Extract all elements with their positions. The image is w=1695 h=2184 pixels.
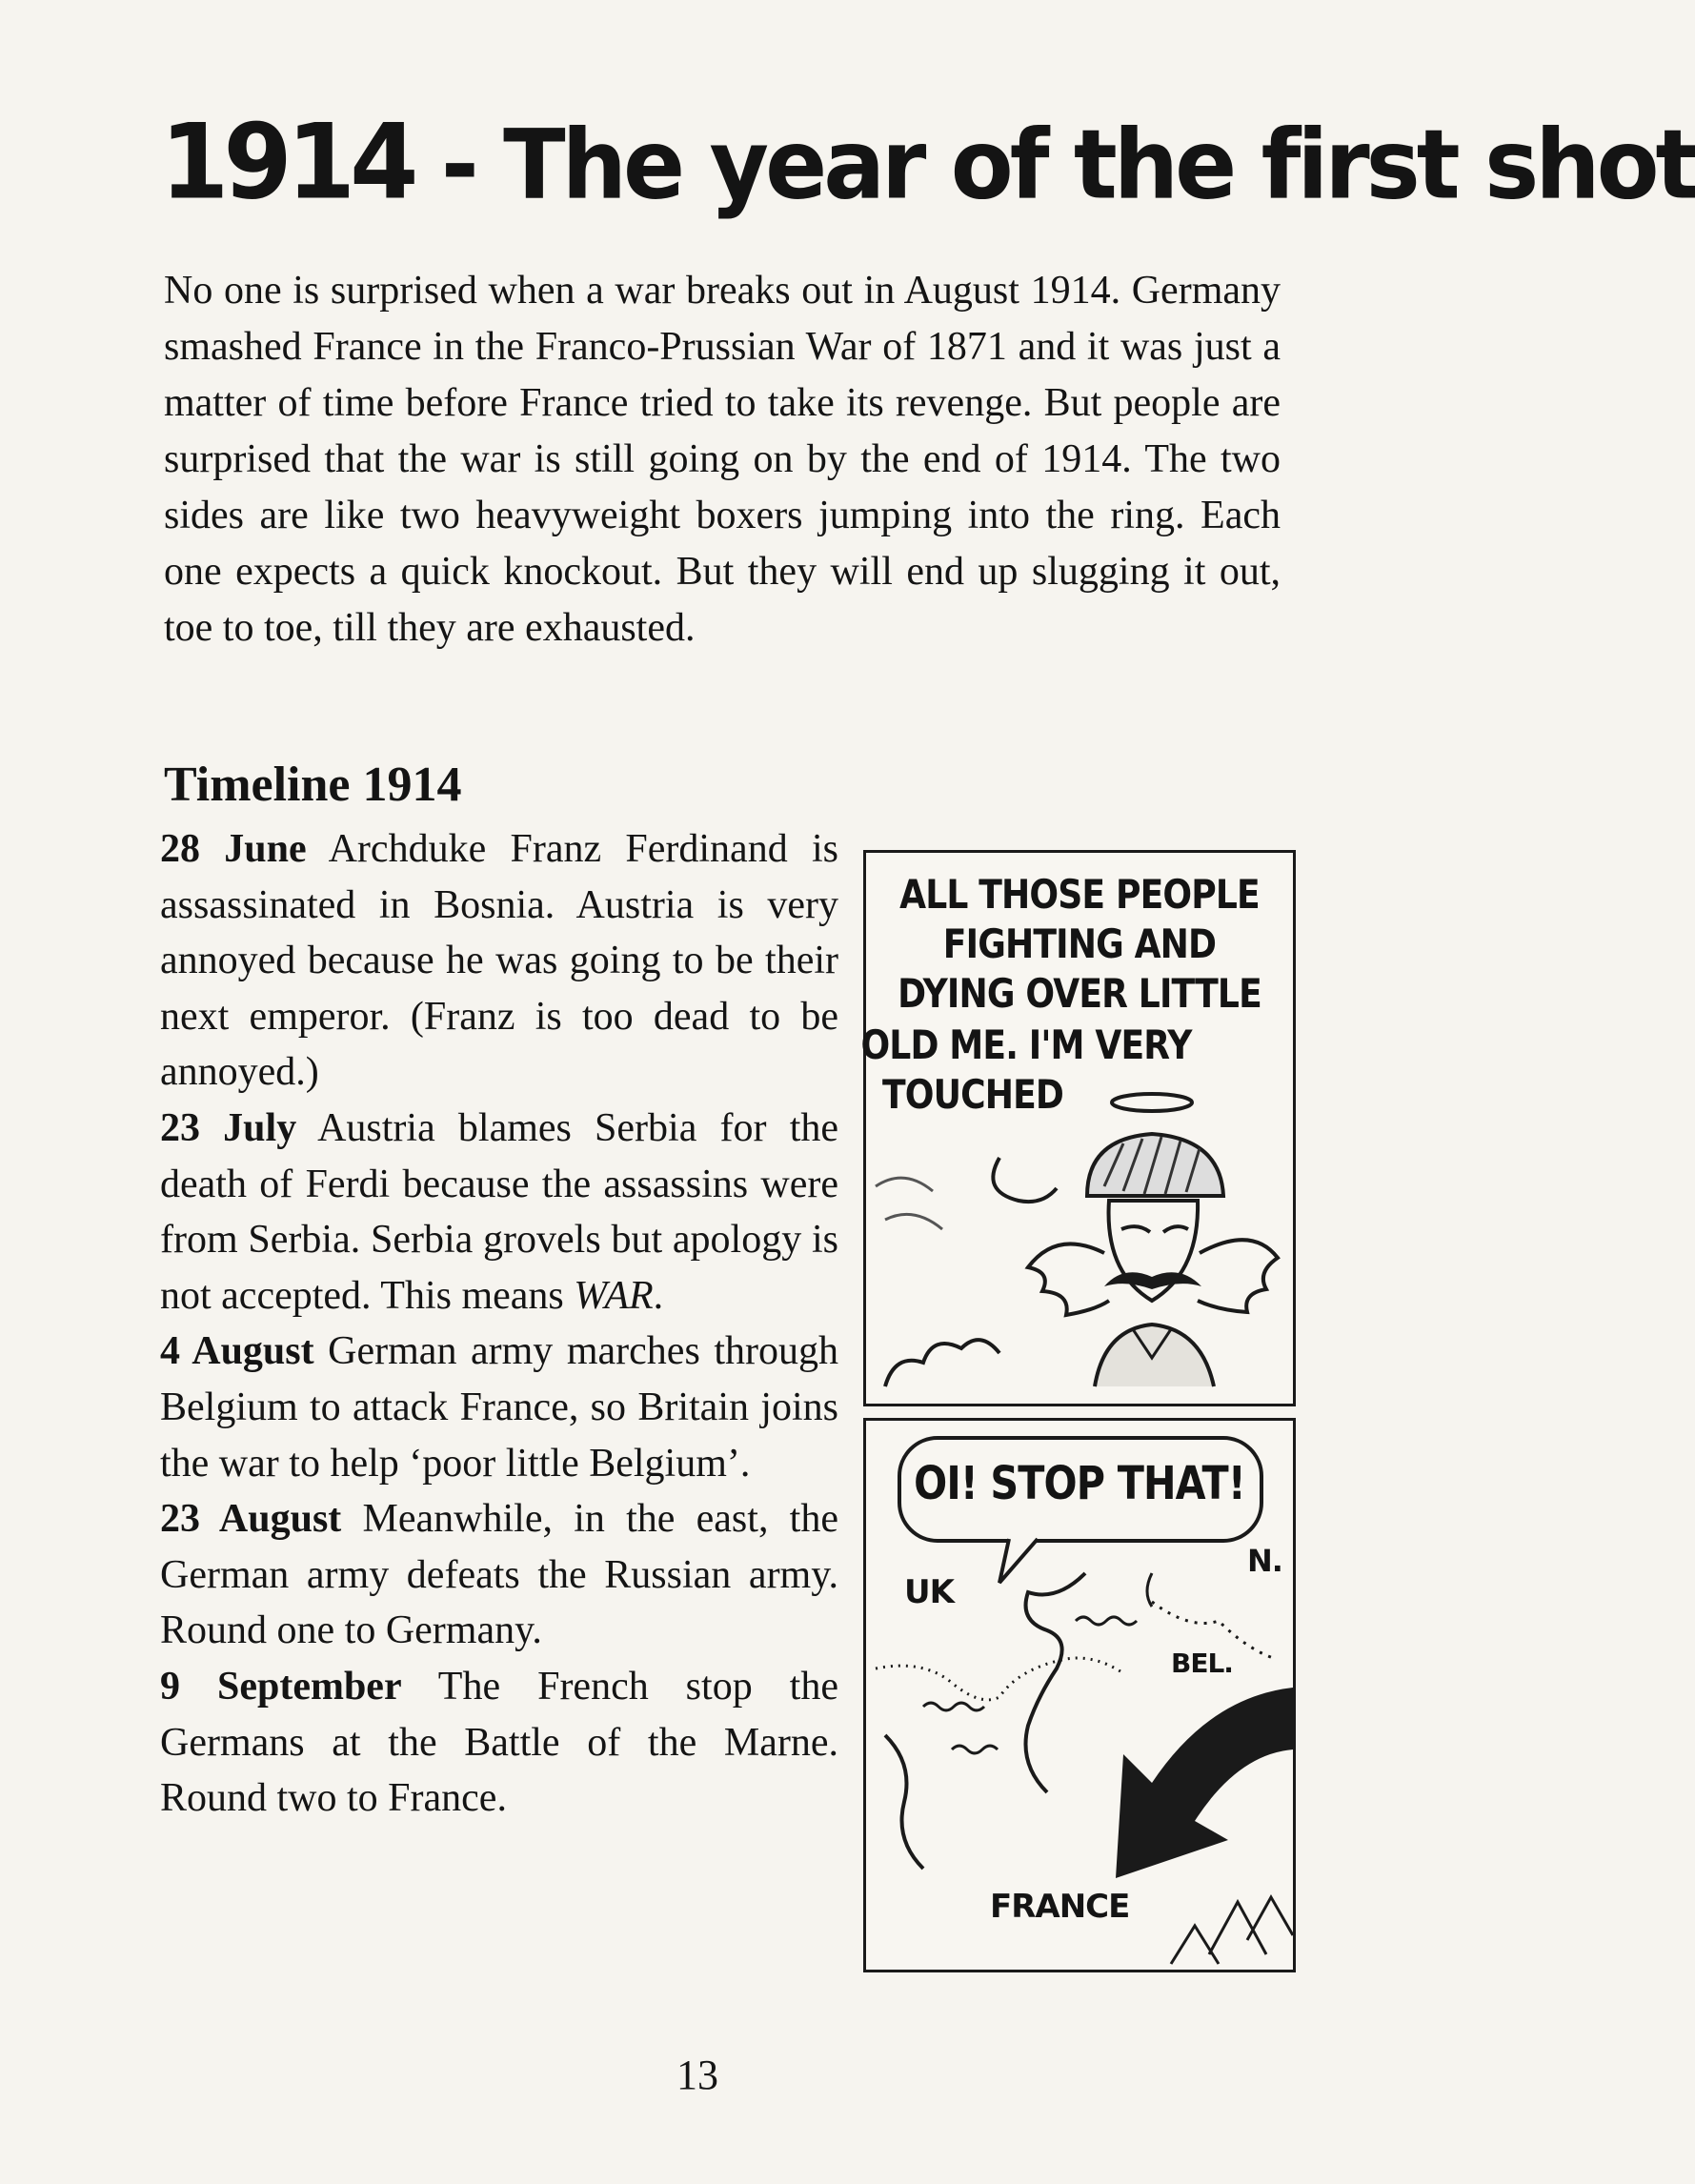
map-label-bel: BEL. (1171, 1648, 1233, 1679)
speech-line: OLD ME. I'M VERY (860, 1021, 1192, 1068)
page-number: 13 (676, 2052, 718, 2098)
timeline-list (160, 821, 838, 1827)
entry-date: 4 August (160, 1329, 314, 1374)
entry-emphasis: WAR (574, 1273, 654, 1318)
timeline-entry (160, 821, 838, 1101)
cloud-icon (885, 1340, 999, 1386)
speech-line: ALL THOSE PEOPLE (899, 871, 1260, 918)
ghost-drawing (866, 853, 1293, 1404)
speech-line: TOUCHED (881, 1071, 1064, 1118)
speech-line: FIGHTING AND (942, 920, 1217, 967)
entry-text: Austria blames Serbia for the death of Ferdi because the assassins were from Serbia. Serbia grovels but apology is not accepted. This means (160, 1105, 839, 1318)
entry-date: 28 June (160, 827, 307, 871)
timeline-entry (160, 1101, 838, 1324)
speech-line: DYING OVER LITTLE (898, 970, 1261, 1017)
speech-bubble-tail (993, 1158, 1057, 1202)
halo-icon (1112, 1094, 1192, 1111)
map-label-uk: UK (904, 1573, 954, 1611)
cartoon-panel-ghost (860, 850, 1296, 1406)
timeline-heading: Timeline 1914 (164, 758, 462, 812)
entry-date: 9 September (160, 1664, 402, 1709)
entry-date: 23 August (160, 1497, 342, 1542)
entry-text: Meanwhile, in the east, the German army defeats the Russian army. Round one to Germany. (160, 1497, 838, 1653)
mountain-icon (1171, 1897, 1293, 1964)
entry-text-end: . (653, 1273, 664, 1318)
timeline-entry (160, 1491, 838, 1659)
page-title (160, 100, 1695, 223)
entry-text: The French stop the Germans at the Battle of the Marne. Round two to France. (160, 1664, 838, 1821)
timeline-entry (160, 1659, 838, 1827)
coastline-icon (876, 1658, 1123, 1700)
entry-text: Archduke Franz Ferdinand is assassinated in Bosnia. Austria is very annoyed because he was going to be their next emperor. (Franz is too dead to be annoyed.) (160, 827, 838, 1095)
entry-date: 23 July (160, 1105, 297, 1150)
map-label-france: FRANCE (990, 1888, 1130, 1926)
entry-text: German army marches through Belgium to attack France, so Britain joins the war to help ‘poor little Belgium’. (160, 1329, 838, 1486)
intro-paragraph: No one is surprised when a war breaks out in August 1914. Germany smashed France in the Franco-Prussian War of 1871 and it was just a matter of time before France tried to take its revenge. But people are surprised that the war is still going on by the end of 1914. The two sides are like two heavyweight boxers jumping into the ring. Each one expects a quick knockout. But they will end up slugging it out, toe to toe, till they are exhausted. (164, 269, 1281, 650)
title-year: 1914 (160, 100, 414, 223)
wing-right-icon (1198, 1240, 1278, 1312)
speech-bubble-text: OI! STOP THAT! (914, 1457, 1245, 1510)
cap-icon (1087, 1134, 1223, 1196)
title-text: - The year of the first shot (413, 109, 1695, 221)
map-label-n: N. (1247, 1543, 1282, 1579)
cartoon-panel-map (863, 1418, 1296, 1972)
arrow-icon (1116, 1688, 1293, 1878)
wing-left-icon (1028, 1244, 1109, 1315)
timeline-entry (160, 1324, 838, 1491)
